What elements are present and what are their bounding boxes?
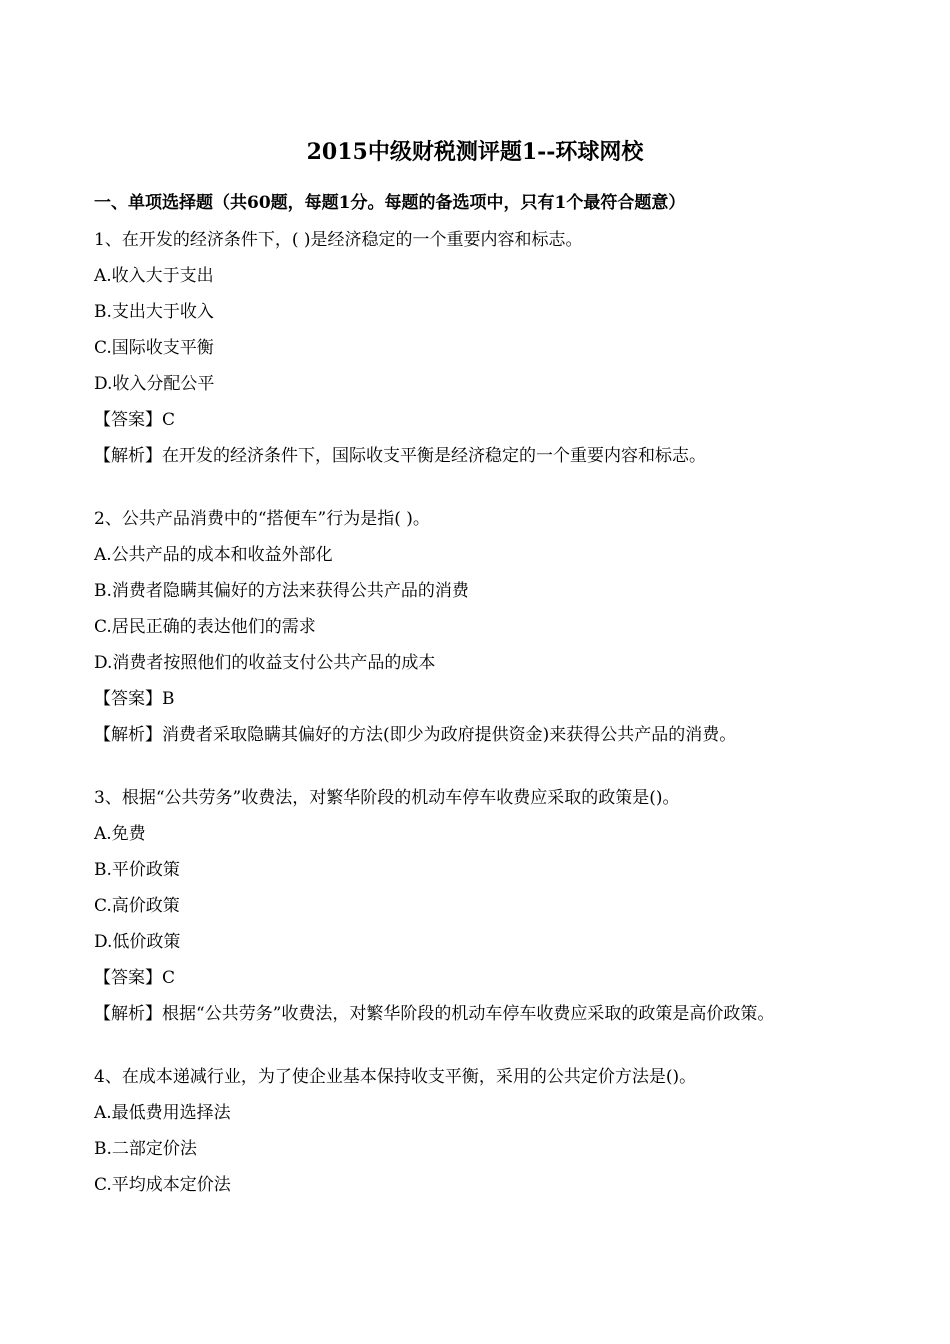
option-d: D.收入分配公平 (94, 374, 215, 394)
option-b: B.平价政策 (94, 860, 180, 880)
option-c: C.高价政策 (94, 896, 180, 916)
option-a: A.最低费用选择法 (94, 1103, 231, 1123)
analysis-line: 【解析】消费者采取隐瞒其偏好的方法(即少为政府提供资金)来获得公共产品的消费。 (94, 725, 737, 745)
answer-line: 【答案】B (94, 689, 175, 709)
question-spacer (94, 478, 894, 505)
option-c: C.平均成本定价法 (94, 1175, 231, 1195)
question-stem: 1、在开发的经济条件下，( )是经济稳定的一个重要内容和标志。 (94, 230, 583, 250)
option-d: D.低价政策 (94, 932, 181, 952)
option-c: C.国际收支平衡 (94, 338, 214, 358)
option-a: A.收入大于支出 (94, 266, 214, 286)
option-c: C.居民正确的表达他们的需求 (94, 617, 316, 637)
analysis-line: 【解析】在开发的经济条件下，国际收支平衡是经济稳定的一个重要内容和标志。 (94, 446, 706, 466)
option-b: B.消费者隐瞒其偏好的方法来获得公共产品的消费 (94, 581, 469, 601)
question-stem: 3、根据“公共劳务”收费法，对繁华阶段的机动车停车收费应采取的政策是()。 (94, 788, 680, 808)
question-list (94, 226, 894, 1207)
section-heading: 一、单项选择题（共60题，每题1分。每题的备选项中，只有1个最符合题意） (94, 193, 686, 213)
question-spacer (94, 757, 894, 784)
question-stem: 4、在成本递减行业，为了使企业基本保持收支平衡，采用的公共定价方法是()。 (94, 1067, 697, 1087)
option-b: B.二部定价法 (94, 1139, 197, 1159)
question-block (94, 226, 894, 478)
option-d: D.消费者按照他们的收益支付公共产品的成本 (94, 653, 436, 673)
analysis-line: 【解析】根据“公共劳务”收费法，对繁华阶段的机动车停车收费应采取的政策是高价政策。 (94, 1004, 775, 1024)
option-a: A.公共产品的成本和收益外部化 (94, 545, 333, 565)
question-block (94, 784, 894, 1036)
document-title: 2015中级财税测评题1--环球网校 (306, 139, 644, 165)
option-a: A.免费 (94, 824, 146, 844)
question-block (94, 1063, 894, 1207)
question-spacer (94, 1036, 894, 1063)
question-block (94, 505, 894, 757)
option-b: B.支出大于收入 (94, 302, 214, 322)
answer-line: 【答案】C (94, 968, 176, 988)
question-stem: 2、公共产品消费中的“搭便车”行为是指( )。 (94, 509, 430, 529)
answer-line: 【答案】C (94, 410, 176, 430)
